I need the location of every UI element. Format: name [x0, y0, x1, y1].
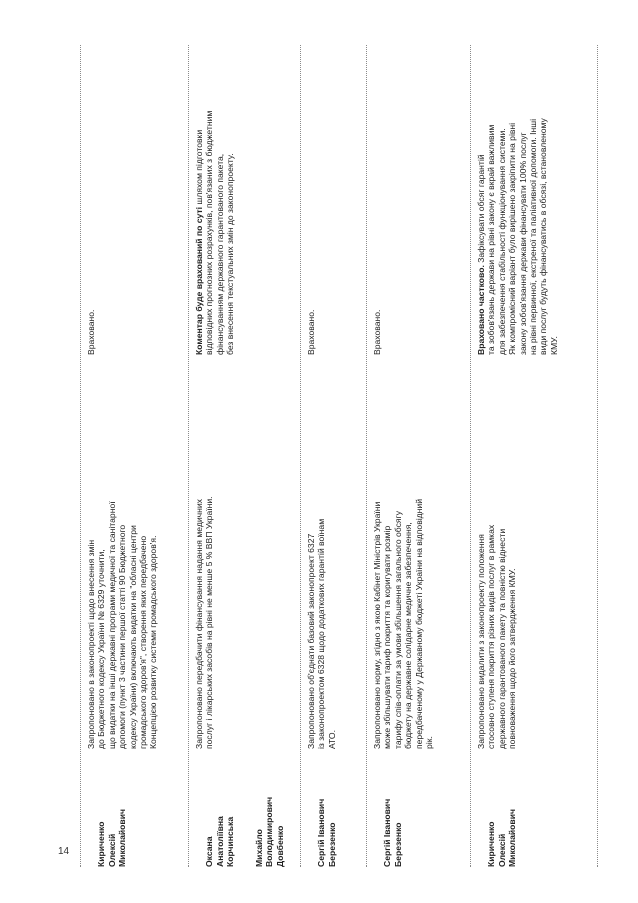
- proposal-cell: Запропоновано видалити з законопроекту положення стосовно ступеня покриття різних видів послуг в рамках державного гарантованого пакету та повністю віднести повноваження щодо його затвердження КМУ.: [476, 524, 518, 749]
- author-cell: [476, 755, 528, 867]
- proposal-cell: Запропоновано в законопроекті щодо внесення змін до Бюджетного кодексу України № 6329 уточнити, що видатки на інші державні програми медичної та санітарної допомоги (пункт 3 частини першої статті 90 Бюджетного кодексу України) включають видатки на "обласні центри громадського здоров'я", створення яких передбачено Концепцією розвитку системи громадського здоров'я.: [86, 501, 159, 749]
- author-name: Кириченко Олексій Миколайович: [486, 809, 518, 867]
- author-cell: [306, 755, 348, 867]
- response-cell: [194, 49, 236, 355]
- author-name: Михайло Володимирович Довбенко: [254, 796, 285, 867]
- response-text: шляхом підготовки відповідних прогнозних розрахунків, пов'язаних з бюджетним фінансуванням державного гарантованого пакета, без внесення текстуальних змін до законопроекту.: [194, 110, 236, 355]
- response-text: Враховано.: [86, 309, 96, 355]
- proposal-cell: Запропоновано норму, згідно з якою Кабінет Міністрів України може збільшувати тариф покриття та коригувати розмір тарифу спів-оплати за умови збільшення загального обсягу бюджету на державне солідарне медичне забезпечення, передбаченому у Державному бюджеті України на відповідний рік.: [372, 498, 435, 749]
- comments-table: [66, 45, 614, 867]
- page-number: 14: [58, 846, 70, 857]
- proposal-cell: Запропоновано об'єднати базовий законопроект 6327 із законопроектом 6328 щодо додаткових гарантій воїнам АТО.: [306, 518, 337, 749]
- author-name: Сергій Іванович Березенко: [382, 798, 403, 867]
- response-lead: Коментар буде врахований по суті: [194, 206, 204, 355]
- response-text: Зафіксувати обсяг гарантій та зобов'язань держави на рівні закону є вкрай важливим для забезпечення стабільності функціонування системи. Як компромісний варіант було вирішено закріпити на рівні закону зобов'язання держави фінансувати 100% послуг на рівні первинної, екстреної та паліативної допомоги. Інші види послуг будуть фінансуватись в обсязі, встановленому КМУ.: [476, 118, 559, 355]
- author-cell: [194, 755, 296, 867]
- table-row: [188, 45, 301, 867]
- author-name: Кириченко Олексій Миколайович: [96, 809, 128, 867]
- author-name: Сергій Іванович Березенко: [316, 798, 337, 867]
- response-cell: [372, 49, 382, 355]
- author-cell: [372, 755, 414, 867]
- table-row: [366, 45, 471, 867]
- table-row: [80, 45, 189, 867]
- table-row: [300, 45, 367, 867]
- table-row: [470, 45, 598, 867]
- author-cell: [86, 755, 138, 867]
- response-cell: [306, 49, 316, 355]
- response-text: Враховано.: [306, 309, 316, 355]
- author-name: Оксана Анатоліївна Корчинська: [204, 816, 236, 867]
- response-lead: Враховано частково.: [476, 265, 486, 355]
- response-text: Враховано.: [372, 309, 382, 355]
- proposal-cell: Запропоновано передбачити фінансування надання медичних послуг і лікарських засобів на рівні не менше 5 % ВВП України.: [194, 496, 215, 749]
- response-cell: [86, 49, 96, 355]
- response-cell: [476, 49, 559, 355]
